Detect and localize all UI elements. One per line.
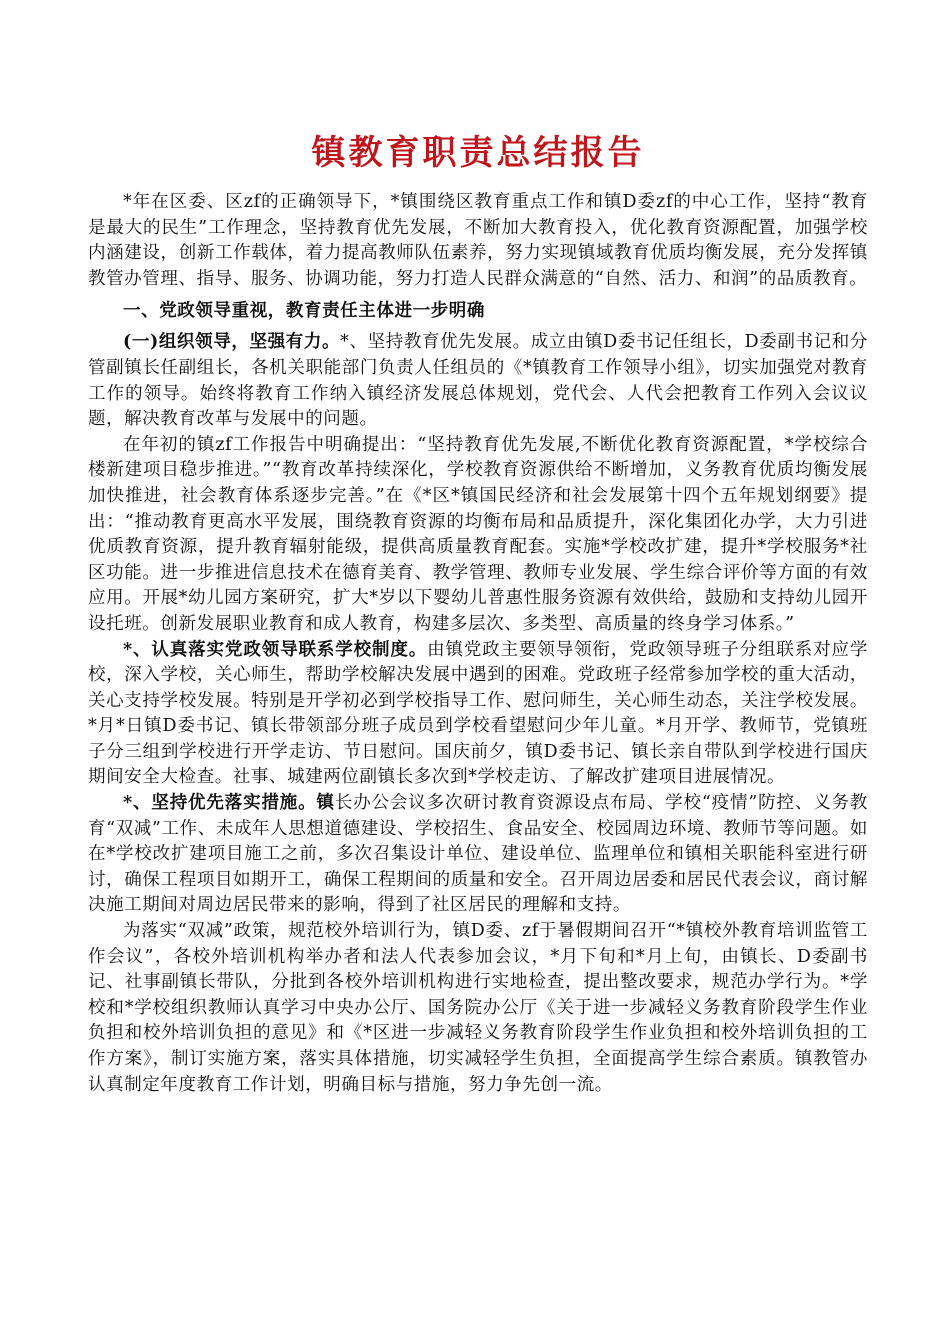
- paragraph-double-reduction: 为落实“双减”政策，规范校外培训行为，镇D委、zf于暑假期间召开“*镇校外教育培训监管工作会议”，各校外培训机构举办者和法人代表参加会议，*月下旬和*月上旬，由镇长、D委副书记、社事副镇长带队，分批到各校外培训机构进行实地检查，提出整改要求，规范办学行为。*学校和*学校组织教师认真学习中央办公厅、国务院办公厅《关于进一步减轻义务教育阶段学生作业负担和校外培训负担的意见》和《*区进一步减轻义务教育阶段学生作业负担和校外培训负担的工作方案》，制订实施方案，落实具体措施，切实减轻学生负担，全面提高学生综合素质。镇教管办认真制定年度教育工作计划，明确目标与措施，努力争先创一流。: [88, 921, 868, 1095]
- intro-paragraph: *年在区委、区zf的正确领导下，*镇围绕区教育重点工作和镇D委zf的中心工作，坚持“教育是最大的民生”工作理念，坚持教育优先发展，不断加大教育投入，优化教育资源配置，加强学校内涵建设，创新工作载体，着力提高教师队伍素养，努力实现镇域教育优质均衡发展，充分发挥镇教管办管理、指导、服务、协调功能，努力打造人民群众满意的“自然、活力、和润”的品质教育。: [88, 192, 868, 289]
- document-title: 镇教育职责总结报告: [311, 133, 645, 173]
- paragraph-lead: (一)组织领导，坚强有力。: [123, 332, 341, 353]
- paragraph-organization: [88, 330, 868, 432]
- paragraph-work-report: 在年初的镇zf工作报告中明确提出：“坚持教育优先发展,不断优化教育资源配置，*学校综合楼新建项目稳步推进。”“教育改革持续深化，学校教育资源供给不断增加，义务教育优质均衡发展加快推进，社会教育体系逐步完善。”在《*区*镇国民经济和社会发展第十四个五年规划纲要》提出：“推动教育更高水平发展，围绕教育资源的均衡布局和品质提升，深化集团化办学，大力引进优质教育资源，提升教育辐射能级，提供高质量教育配套。实施*学校改扩建，提升*学校服务*社区功能。进一步推进信息技术在德育美育、教学管理、教师专业发展、学生综合评价等方面的有效应用。开展*幼儿园方案研究，扩大*岁以下婴幼儿普惠性服务资源有效供给，鼓励和支持幼儿园开设托班。创新发展职业教育和成人教育，构建多层次、多类型、高质量的终身学习体系。”: [88, 434, 868, 634]
- section-heading: 一、党政领导重视，教育责任主体进一步明确: [123, 301, 485, 322]
- paragraph-body: *、坚持教育优先发展。成立由镇D委书记任组长，D委副书记和分管副镇长任副组长，各机关职能部门负责人任组员的《*镇教育工作领导小组》，切实加强党对教育工作的领导。始终将教育工作纳入镇经济发展总体规划，党代会、人代会把教育工作列入会议议题，解决教育改革与发展中的问题。: [88, 332, 869, 430]
- paragraph-lead: *、认真落实党政领导联系学校制度。: [123, 639, 428, 660]
- paragraph-leadership-contact: [88, 638, 868, 792]
- paragraph-body: 长办公会议多次研讨教育资源设点布局、学校“疫情”防控、义务教育“双减”工作、未成年人思想道德建设、学校招生、食品安全、校园周边环境、教师节等问题。如在*学校改扩建项目施工之前，多次召集设计单位、建设单位、监理单位和镇相关职能科室进行研讨，确保工程项目如期开工，确保工程期间的质量和安全。召开周边居委和居民代表会议，商讨解决施工期间对周边居民带来的影响，得到了社区居民的理解和支持。: [88, 793, 868, 916]
- paragraph-lead: *、坚持优先落实措施。镇: [123, 793, 335, 814]
- paragraph-body: 由镇党政主要领导领衔，党政领导班子分组联系对应学校，深入学校，关心师生，帮助学校解决发展中遇到的困难。党政班子经常参加学校的重大活动，关心支持学校发展。特别是开学初必到学校指导工作、慰问师生，关心师生动态，关注学校发展。*月*日镇D委书记、镇长带领部分班子成员到学校看望慰问少年儿童。*月开学、教师节，党镇班子分三组到学校进行开学走访、节日慰问。国庆前夕，镇D委书记、镇长亲自带队到学校进行国庆期间安全大检查。社事、城建两位副镇长多次到*学校走访、了解改扩建项目进展情况。: [88, 639, 868, 788]
- paragraph-priority-measures: [88, 791, 868, 919]
